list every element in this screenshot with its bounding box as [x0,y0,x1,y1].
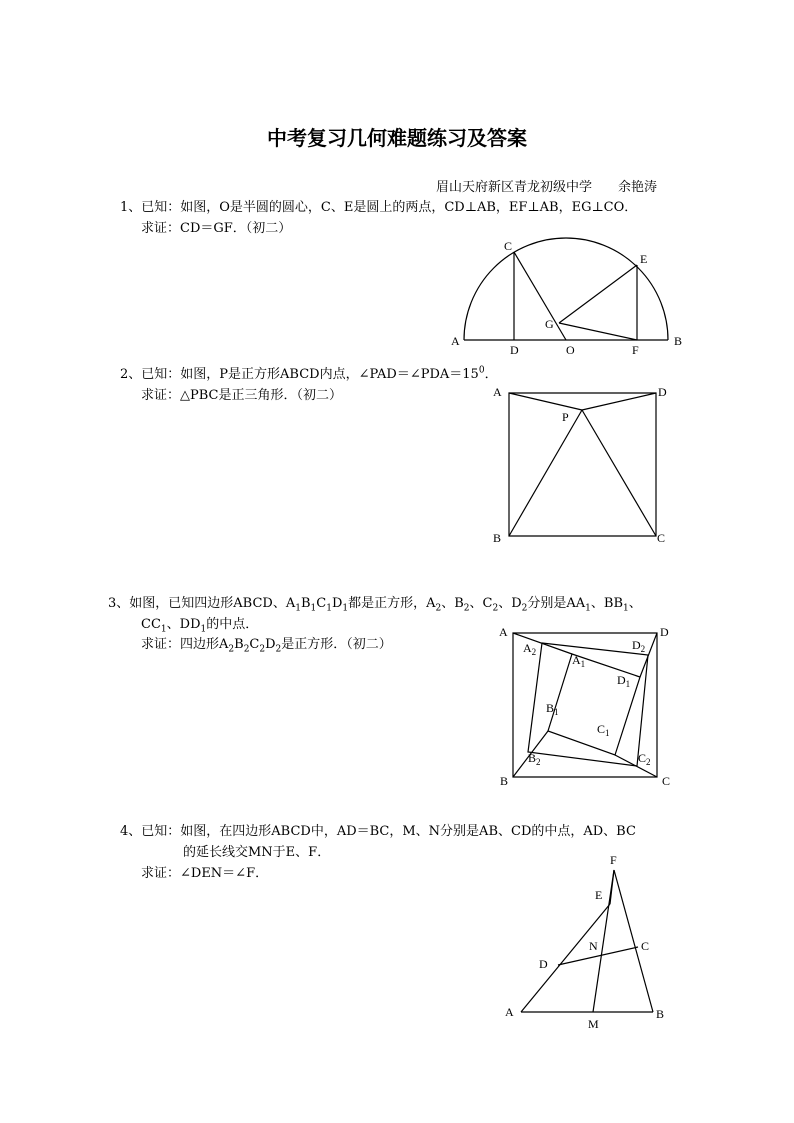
problem-3-prove: 求证：四边形$A_2B_2C_2D_2$是正方形．（初二） [141,637,392,655]
label-D: D [660,625,669,639]
problem-3-statement-cont: $CC_1$、$DD_1$的中点． [141,617,259,635]
label-N: N [589,939,598,953]
label-O: O [566,343,575,357]
label-C: C [641,939,650,953]
label-C1: $C_1$ [597,722,610,738]
label-A: A [505,1005,514,1019]
problem-4-statement: 4、已知：如图，在四边形ABCD中，AD＝BC，M、N分别是AB、CD的中点，AD、BC [120,824,636,839]
label-B: B [500,774,509,788]
problem-2-statement: 2、已知：如图，P是正方形ABCD内点，$\angle PAD=\angle PDA=15^0$． [120,365,498,382]
problem-1-prove: 求证：CD＝GF．（初二） [141,221,292,236]
label-E: E [595,888,603,902]
label-A: A [451,334,460,348]
label-P: P [562,410,569,424]
label-D2: $D_2$ [632,638,646,654]
segment-ae [521,904,610,1012]
label-C2: $C_2$ [638,751,651,767]
problem-4-statement-cont: 的延长线交MN于E、F． [183,845,331,860]
label-A: A [499,625,508,639]
problem-4-prove: 求证：∠DEN＝∠F． [141,866,269,881]
problem-2-prove: 求证：△PBC是正三角形．（初二） [141,388,342,403]
label-A1: $A_1$ [572,653,586,669]
label-D: D [510,343,519,357]
label-E: E [640,252,648,266]
label-D: D [539,957,548,971]
label-B1: $B_1$ [546,701,559,717]
label-B: B [493,531,502,545]
label-A: A [493,385,502,399]
page-title: 中考复习几何难题练习及答案 [267,126,527,150]
label-C: C [657,531,666,545]
label-G: G [545,317,554,331]
label-M: M [588,1017,599,1031]
label-B: B [674,334,683,348]
problem-1-statement: 1、已知：如图，O是半圆的圆心，C、E是圆上的两点，CD⊥AB，EF⊥AB，EG⊥CO． [120,200,638,215]
label-F: F [610,853,617,867]
label-F: F [632,343,639,357]
label-C: C [662,774,671,788]
label-A2: $A_2$ [523,641,537,657]
label-B: B [656,1007,665,1021]
segment-dc [558,947,638,965]
problem-3-statement: 3、如图，已知四边形ABCD、$A_1B_1C_1D_1$都是正方形，$A_2$、$B_2$、$C_2$、$D_2$分别是$AA_1$、$BB_1$、 [108,596,642,614]
label-C: C [504,239,513,253]
label-D: D [658,385,667,399]
label-D1: $D_1$ [617,673,631,689]
label-B2: $B_2$ [528,751,541,767]
author-line: 眉山天府新区青龙初级中学 余艳涛 [436,180,658,195]
